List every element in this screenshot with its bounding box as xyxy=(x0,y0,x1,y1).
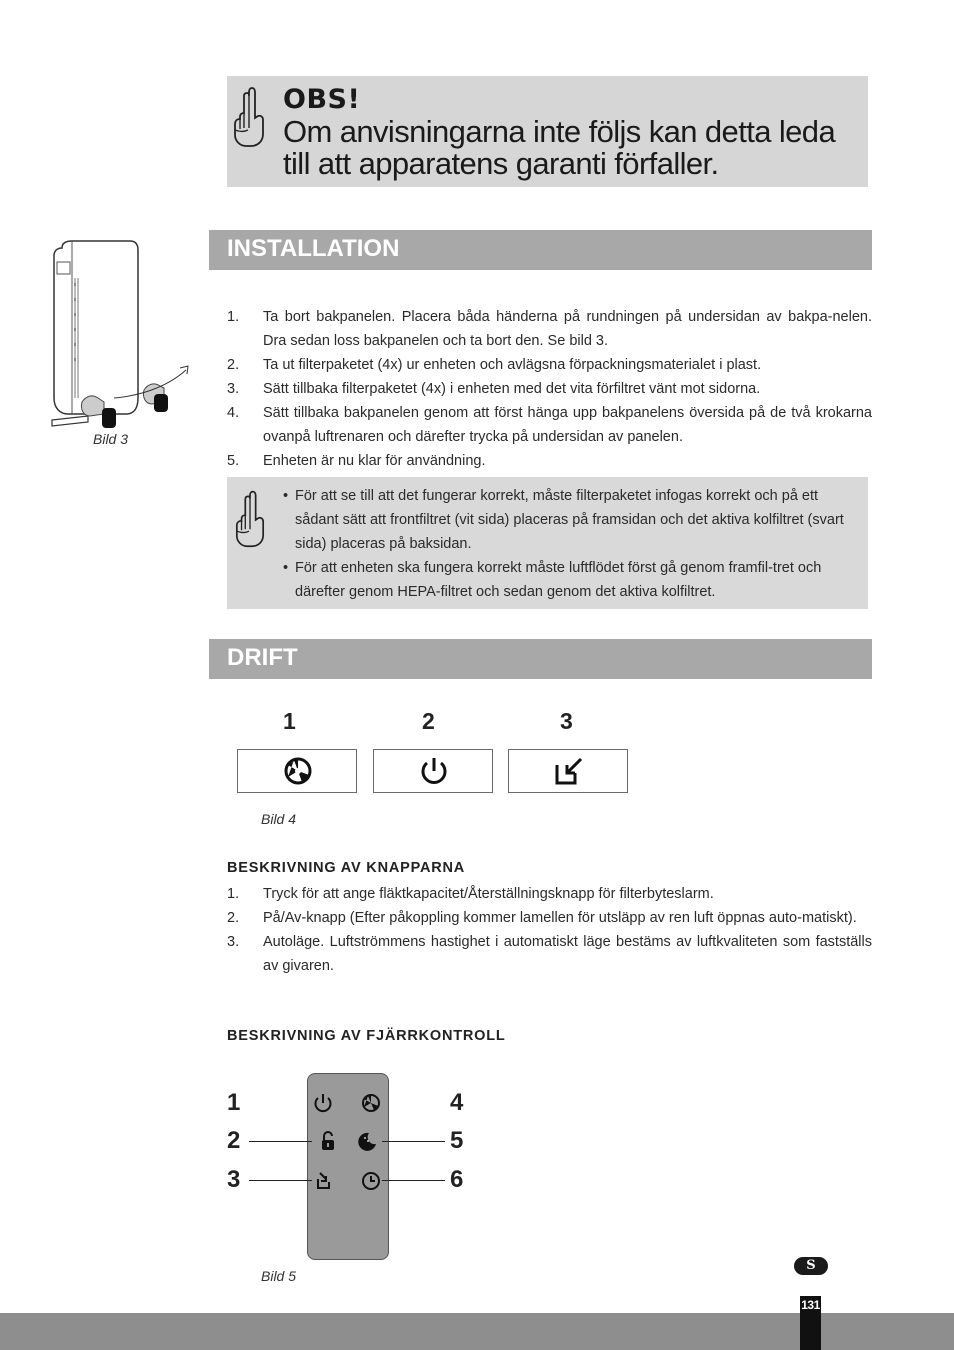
list-item: 2. Ta ut filterpaketet (4x) ur enheten och avlägsna förpackningsmaterialet i plast. xyxy=(227,357,762,373)
page-number: 131 xyxy=(801,1298,820,1312)
warning-title: OBS! xyxy=(283,84,361,115)
figure-4-caption: Bild 4 xyxy=(261,811,297,827)
purifier-illustration xyxy=(48,238,194,430)
note-list xyxy=(283,484,858,604)
power-button xyxy=(373,749,493,793)
remote-subheading: BESKRIVNING AV FJÄRRKONTROLL xyxy=(227,1028,506,1044)
callout-line xyxy=(382,1141,445,1142)
lock-icon xyxy=(317,1130,339,1152)
figure-3-caption: Bild 3 xyxy=(93,431,129,447)
power-icon xyxy=(418,755,450,787)
remote-control xyxy=(307,1073,389,1260)
callout-line xyxy=(249,1141,312,1142)
callout-line xyxy=(249,1180,312,1181)
auto-mode-button xyxy=(508,749,628,793)
buttons-subheading: BESKRIVNING AV KNAPPARNA xyxy=(227,860,466,876)
fan-icon xyxy=(282,755,314,787)
list-item: 3. Autoläge. Luftströmmens hastighet i automatiskt läge bestäms av luftkvaliteten som fastställs av givaren. xyxy=(227,934,872,974)
remote-label-6: 6 xyxy=(450,1166,464,1193)
installation-header xyxy=(209,230,872,270)
fan-icon xyxy=(360,1092,382,1114)
list-item: 3. Sätt tillbaka filterpaketet (4x) i enheten med det vita förfiltret vänt mot sidorna. xyxy=(227,381,761,397)
remote-label-4: 4 xyxy=(450,1089,464,1116)
button-number-1: 1 xyxy=(283,708,296,734)
button-number-2: 2 xyxy=(422,708,435,734)
fan-button xyxy=(237,749,357,793)
remote-label-3: 3 xyxy=(227,1166,241,1193)
callout-line xyxy=(382,1180,445,1181)
auto-mode-icon xyxy=(313,1170,335,1192)
pointing-hand-icon xyxy=(234,487,266,549)
drift-title: DRIFT xyxy=(227,644,298,671)
pointing-hand-icon xyxy=(232,84,266,148)
note-item: • För att enheten ska fungera korrekt måste luftflödet först gå genom framfil-tret och därefter genom HEPA-filtret och sedan genom det aktiva kolfiltret. xyxy=(283,560,822,600)
installation-title: INSTALLATION xyxy=(227,235,400,262)
installation-steps xyxy=(227,305,872,473)
language-badge: S xyxy=(794,1257,828,1275)
remote-label-5: 5 xyxy=(450,1127,464,1154)
timer-icon xyxy=(360,1170,382,1192)
warning-text: Om anvisningarna inte följs kan detta leda till att apparatens garanti förfaller. xyxy=(283,114,836,181)
power-icon xyxy=(312,1092,334,1114)
button-descriptions xyxy=(227,882,872,978)
note-item: • För att se till att det fungerar korrekt, måste filterpaketet infogas korrekt och på ett sådant sätt att frontfiltret (vit sida) placeras på framsidan och det aktiva kolfiltret (svart sida) placeras på baksidan. xyxy=(283,488,844,552)
list-item: 1. Ta bort bakpanelen. Placera båda händerna på rundningen på undersidan av bakpa-nelen. Dra sedan loss bakpanelen och ta bort den. Se bild 3. xyxy=(227,309,872,349)
list-item: 4. Sätt tillbaka bakpanelen genom att först hänga upp bakpanelens översida på de två krokarna ovanpå luftrenaren och därefter trycka på undersidan av panelen. xyxy=(227,405,872,445)
drift-header xyxy=(209,639,872,679)
sleep-icon xyxy=(356,1130,378,1152)
list-item: 1. Tryck för att ange fläktkapacitet/Återställningsknapp för filterbyteslarm. xyxy=(227,886,714,902)
figure-5-caption: Bild 5 xyxy=(261,1268,297,1284)
list-item: 2. På/Av-knapp (Efter påkoppling kommer lamellen för utsläpp av ren luft öppnas auto-matiskt). xyxy=(227,910,857,926)
auto-mode-icon xyxy=(553,755,585,787)
remote-label-1: 1 xyxy=(227,1089,241,1116)
list-item: 5. Enheten är nu klar för användning. xyxy=(227,453,486,469)
remote-label-2: 2 xyxy=(227,1127,241,1154)
button-number-3: 3 xyxy=(560,708,573,734)
